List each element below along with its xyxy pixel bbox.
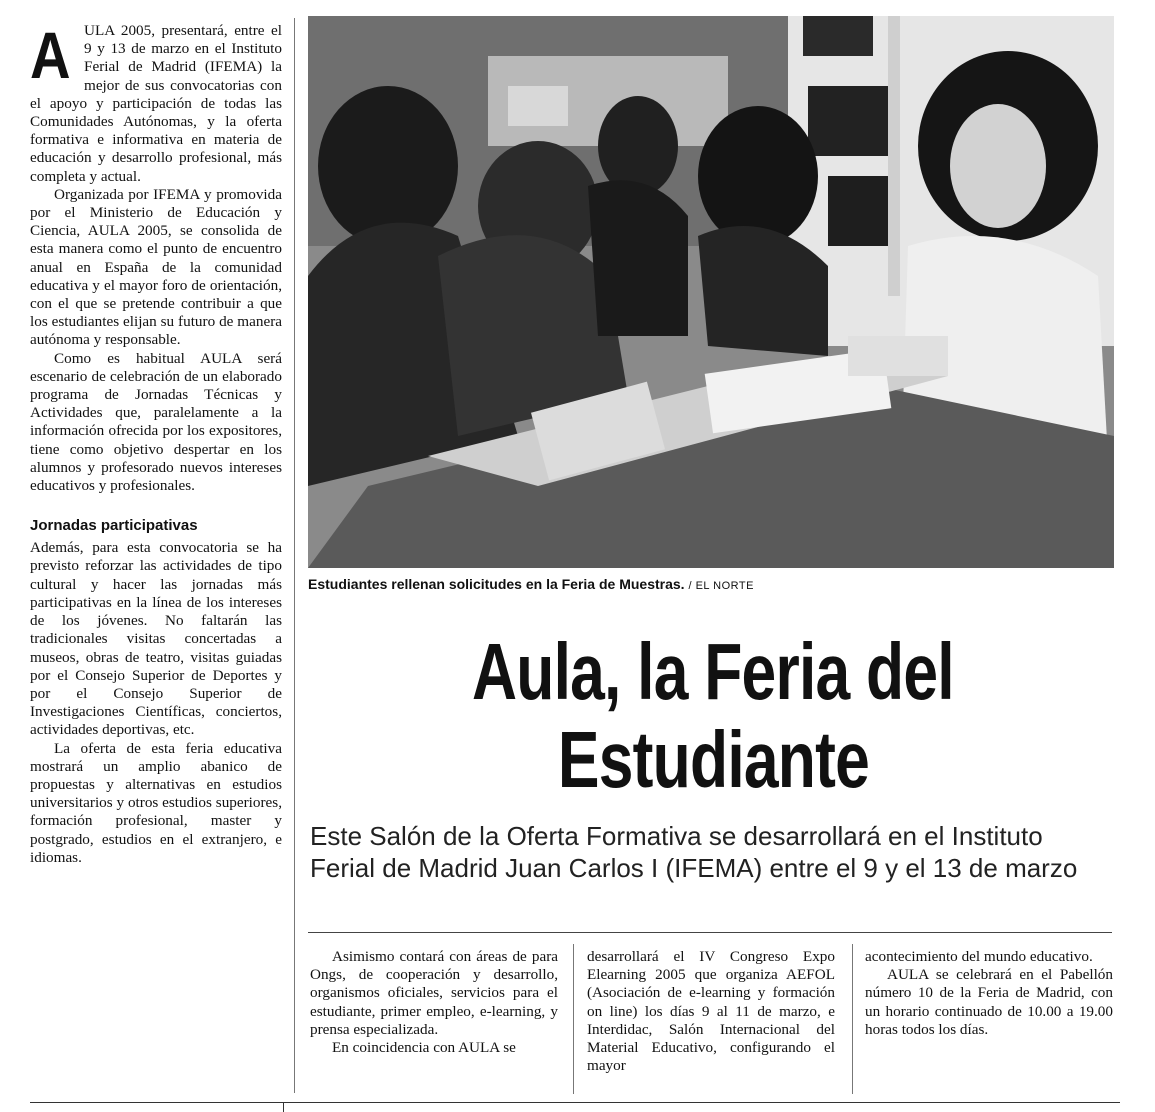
- col1-paragraph-2: En coincidencia con AULA se: [332, 1039, 516, 1057]
- subtitle-rule: [308, 932, 1112, 933]
- paragraph-3: Como es habitual AULA será escenario de celebración de un elaborado programa de Jornadas Técnicas y Actividades que, paralelamente a la información ofrecida por los expositores, tiene como objetivo despertar en los alumnos y profesorado nuevos intereses educativos y profesionales.: [30, 349, 282, 495]
- bottom-tick: [283, 1102, 284, 1112]
- headline-line-2: Estudiante: [557, 715, 869, 804]
- headline-line-1: Aula, la Feria del: [472, 627, 954, 716]
- bottom-column-2: [587, 948, 835, 1075]
- paragraph-2: Organizada por IFEMA y promovida por el Ministerio de Educación y Ciencia, AULA 2005, se consolida de esta manera como el punto de encuentro anual en España de la comunidad educativa y el mayor foro de orientación, con el que se pretende contribuir a que los estudiantes elijan su futuro de manera autónoma y responsable.: [30, 185, 282, 349]
- bottom-column-1: [310, 948, 558, 1057]
- bottom-column-3: [865, 948, 1113, 1039]
- news-photo: [308, 16, 1114, 568]
- photo-caption: [308, 576, 1108, 592]
- headline: [308, 628, 1118, 804]
- photo-illustration: [308, 16, 1114, 568]
- paragraph-5: La oferta de esta feria educativa mostrará un amplio abanico de propuestas y alternativas en estudios universitarios y otros estudios superiores, formación profesional, master y postgrado, estudios en el extranjero, e idiomas.: [30, 739, 282, 866]
- section-subheading: Jornadas participativas: [30, 517, 198, 535]
- subtitle: Este Salón de la Oferta Formativa se desarrollará en el Instituto Ferial de Madrid Juan Carlos I (IFEMA) entre el 9 y el 13 de marzo: [310, 821, 1078, 883]
- col3-paragraph-2: AULA se celebrará en el Pabellón número 10 de la Feria de Madrid, con un horario continuado de 10.00 a 19.00 horas todos los días.: [865, 966, 1113, 1038]
- left-article-column: [30, 18, 282, 867]
- bottom-rule: [30, 1102, 1120, 1103]
- column-divider: [852, 944, 853, 1094]
- column-divider: [573, 944, 574, 1094]
- column-divider: [294, 18, 295, 1093]
- col1-paragraph-1: Asimismo contará con áreas de para Ongs, de cooperación y desarrollo, organismos oficiales, servicios para el estudiante, primer empleo, e-learning, y prensa especializada.: [310, 948, 558, 1038]
- col2-paragraph-1: desarrollará el IV Congreso Expo Elearning 2005 que organiza AEFOL (Asociación de e-learning y formación on line) los días 9 al 11 de marzo, e Interdidac, Salón Internacional del Material Educativo, configurando el mayor: [587, 948, 835, 1075]
- paragraph-4: Además, para esta convocatoria se ha previsto reforzar las actividades de tipo cultural y hacer las jornadas más participativas en la línea de los intereses de los jóvenes. No faltarán las tradicionales visitas concertadas a museos, obras de teatro, visitas guiadas por el Consejo Superior de Deportes y por el Consejo Superior de Investigaciones Científicas, conciertos, actividades deportivas, etc.: [30, 539, 282, 739]
- drop-cap: A: [30, 18, 71, 92]
- paragraph-1: ULA 2005, presentará, entre el 9 y 13 de marzo en el Instituto Ferial de Madrid (IFEMA) la mejor de sus convocatorias con el apoyo y participación de todas las Comunidades Autónomas, y la oferta formativa e informativa en materia de educación y desarrollo profesional, más completa y actual.: [30, 22, 282, 185]
- caption-text: Estudiantes rellenan solicitudes en la Feria de Muestras.: [308, 576, 685, 592]
- photo-credit: / EL NORTE: [688, 580, 754, 592]
- col3-paragraph-1: acontecimiento del mundo educativo.: [865, 948, 1093, 965]
